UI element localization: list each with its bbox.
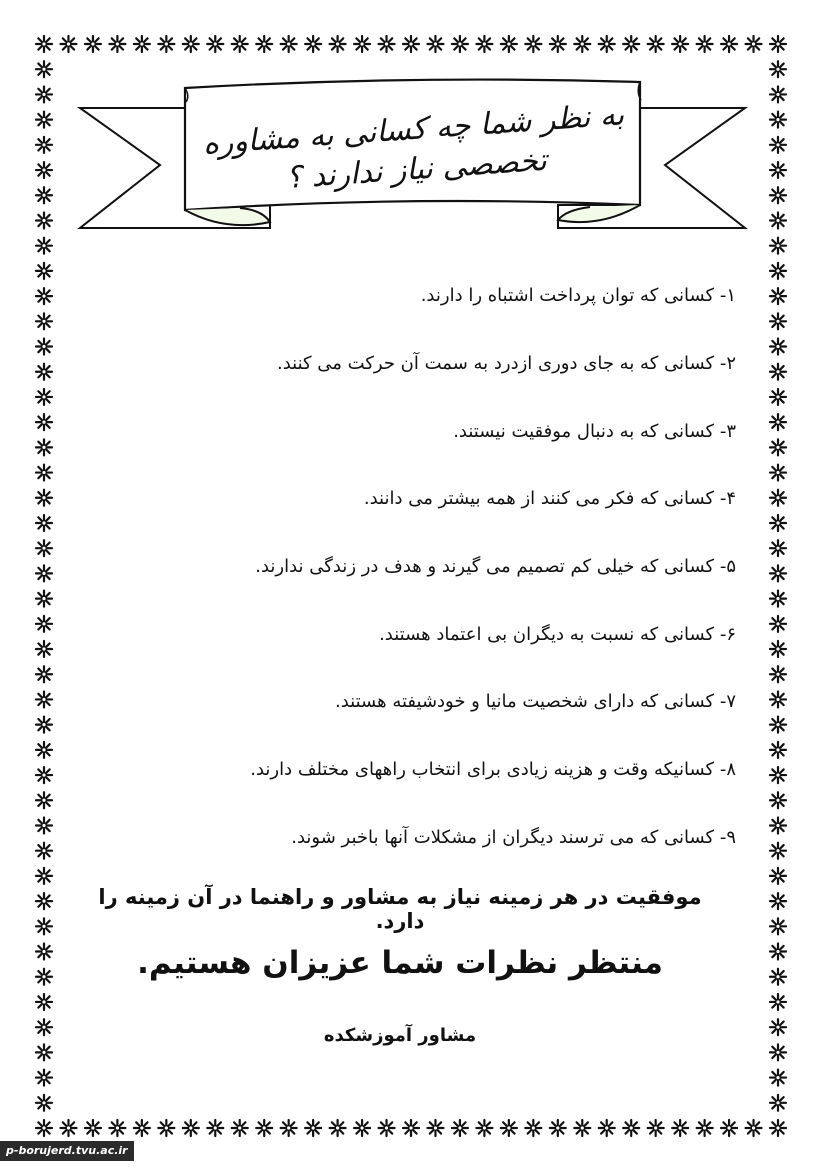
star-ornament-icon	[36, 893, 52, 909]
star-ornament-icon	[599, 1120, 615, 1136]
list-item: ۷- کسانی که دارای شخصیت مانیا و خودشیفته هستند.	[335, 691, 736, 713]
star-ornament-icon	[770, 288, 786, 304]
star-ornament-icon	[36, 414, 52, 430]
star-ornament-icon	[36, 944, 52, 960]
list-item: ۲- کسانی که به جای دوری ازدرد به سمت آن حرکت می کنند.	[276, 353, 736, 375]
star-ornament-icon	[36, 1019, 52, 1035]
star-ornament-icon	[36, 641, 52, 657]
star-ornament-icon	[770, 641, 786, 657]
star-ornament-icon	[770, 1070, 786, 1086]
page-title: به نظر شما چه کسانی به مشاوره تخصصی نیاز ندارند ؟	[201, 97, 626, 197]
star-ornament-icon	[770, 868, 786, 884]
star-ornament-icon	[36, 717, 52, 733]
star-ornament-icon	[452, 1120, 468, 1136]
star-ornament-icon	[36, 540, 52, 556]
star-ornament-icon	[36, 389, 52, 405]
star-ornament-icon	[746, 1120, 762, 1136]
star-ornament-icon	[36, 465, 52, 481]
star-ornament-icon	[770, 515, 786, 531]
star-ornament-icon	[36, 1120, 52, 1136]
list-item: ۱- کسانی که توان پرداخت اشتباه را دارند.	[420, 285, 736, 307]
star-ornament-icon	[207, 1120, 223, 1136]
star-ornament-icon	[672, 1120, 688, 1136]
star-ornament-icon	[109, 1120, 125, 1136]
star-ornament-icon	[183, 1120, 199, 1136]
star-ornament-icon	[770, 313, 786, 329]
list-item: ۹- کسانی که می ترسند دیگران از مشکلات آنها باخبر شوند.	[291, 826, 736, 848]
star-ornament-icon	[770, 893, 786, 909]
star-ornament-icon	[525, 1120, 541, 1136]
star-ornament-icon	[403, 1120, 419, 1136]
star-ornament-icon	[36, 591, 52, 607]
star-ornament-icon	[330, 1120, 346, 1136]
star-ornament-icon	[36, 616, 52, 632]
star-ornament-icon	[36, 565, 52, 581]
star-ornament-icon	[770, 767, 786, 783]
star-ornament-icon	[36, 1044, 52, 1060]
list-item: ۸- کسانیکه وقت و هزینه زیادی برای انتخاب راههای مختلف دارند.	[250, 759, 736, 781]
star-ornament-icon	[36, 1070, 52, 1086]
star-ornament-icon	[85, 1120, 101, 1136]
star-ornament-icon	[770, 339, 786, 355]
star-ornament-icon	[721, 1120, 737, 1136]
star-ornament-icon	[770, 1095, 786, 1111]
star-ornament-icon	[281, 1120, 297, 1136]
star-ornament-icon	[501, 1120, 517, 1136]
star-ornament-icon	[36, 490, 52, 506]
star-ornament-icon	[36, 918, 52, 934]
star-ornament-icon	[36, 994, 52, 1010]
star-ornament-icon	[770, 666, 786, 682]
tagline: موفقیت در هر زمینه نیاز به مشاور و راهنما در آن زمینه را دارد.	[98, 885, 702, 933]
signature: مشاور آموزشکده	[323, 1025, 477, 1046]
star-ornament-icon	[770, 490, 786, 506]
star-ornament-icon	[770, 691, 786, 707]
star-ornament-icon	[36, 868, 52, 884]
star-ornament-icon	[770, 439, 786, 455]
star-ornament-icon	[770, 1019, 786, 1035]
star-ornament-icon	[60, 1120, 76, 1136]
star-ornament-icon	[232, 1120, 248, 1136]
star-ornament-icon	[770, 742, 786, 758]
list-item: ۳- کسانی که به دنبال موفقیت نیستند.	[453, 420, 736, 442]
star-ornament-icon	[770, 565, 786, 581]
star-ornament-icon	[354, 1120, 370, 1136]
star-ornament-icon	[574, 1120, 590, 1136]
star-ornament-icon	[770, 414, 786, 430]
star-ornament-icon	[770, 364, 786, 380]
star-ornament-icon	[158, 1120, 174, 1136]
star-ornament-icon	[36, 1095, 52, 1111]
star-ornament-icon	[770, 616, 786, 632]
star-ornament-icon	[36, 313, 52, 329]
star-ornament-icon	[770, 591, 786, 607]
star-ornament-icon	[770, 717, 786, 733]
star-ornament-icon	[36, 691, 52, 707]
star-ornament-icon	[36, 439, 52, 455]
closing-message: منتظر نظرات شما عزیزان هستیم.	[137, 945, 663, 981]
star-ornament-icon	[36, 767, 52, 783]
star-ornament-icon	[770, 944, 786, 960]
items-list	[176, 262, 736, 871]
list-item: ۴- کسانی که فکر می کنند از همه بیشتر می دانند.	[363, 488, 736, 510]
star-ornament-icon	[550, 1120, 566, 1136]
star-ornament-icon	[770, 817, 786, 833]
star-ornament-icon	[770, 918, 786, 934]
star-ornament-icon	[770, 389, 786, 405]
star-ornament-icon	[648, 1120, 664, 1136]
star-ornament-icon	[770, 1120, 786, 1136]
star-ornament-icon	[770, 540, 786, 556]
star-ornament-icon	[256, 1120, 272, 1136]
star-ornament-icon	[36, 792, 52, 808]
star-ornament-icon	[36, 843, 52, 859]
star-ornament-icon	[36, 817, 52, 833]
star-ornament-icon	[770, 263, 786, 279]
star-ornament-icon	[36, 969, 52, 985]
star-ornament-icon	[36, 263, 52, 279]
star-ornament-icon	[476, 1120, 492, 1136]
site-watermark: p-borujerd.tvu.ac.ir	[0, 1141, 134, 1161]
star-ornament-icon	[427, 1120, 443, 1136]
star-ornament-icon	[697, 1120, 713, 1136]
star-ornament-icon	[36, 288, 52, 304]
star-ornament-icon	[623, 1120, 639, 1136]
star-ornament-icon	[305, 1120, 321, 1136]
list-item: ۵- کسانی که خیلی کم تصمیم می گیرند و هدف در زندگی ندارند.	[255, 556, 736, 578]
star-ornament-icon	[770, 969, 786, 985]
star-ornament-icon	[36, 742, 52, 758]
list-item: ۶- کسانی که نسبت به دیگران بی اعتماد هستند.	[379, 623, 736, 645]
star-ornament-icon	[36, 364, 52, 380]
star-ornament-icon	[770, 465, 786, 481]
star-ornament-icon	[770, 1044, 786, 1060]
star-ornament-icon	[379, 1120, 395, 1136]
star-ornament-icon	[770, 994, 786, 1010]
star-ornament-icon	[36, 515, 52, 531]
star-ornament-icon	[770, 843, 786, 859]
star-ornament-icon	[36, 339, 52, 355]
star-ornament-icon	[134, 1120, 150, 1136]
star-ornament-icon	[770, 792, 786, 808]
star-ornament-icon	[36, 666, 52, 682]
